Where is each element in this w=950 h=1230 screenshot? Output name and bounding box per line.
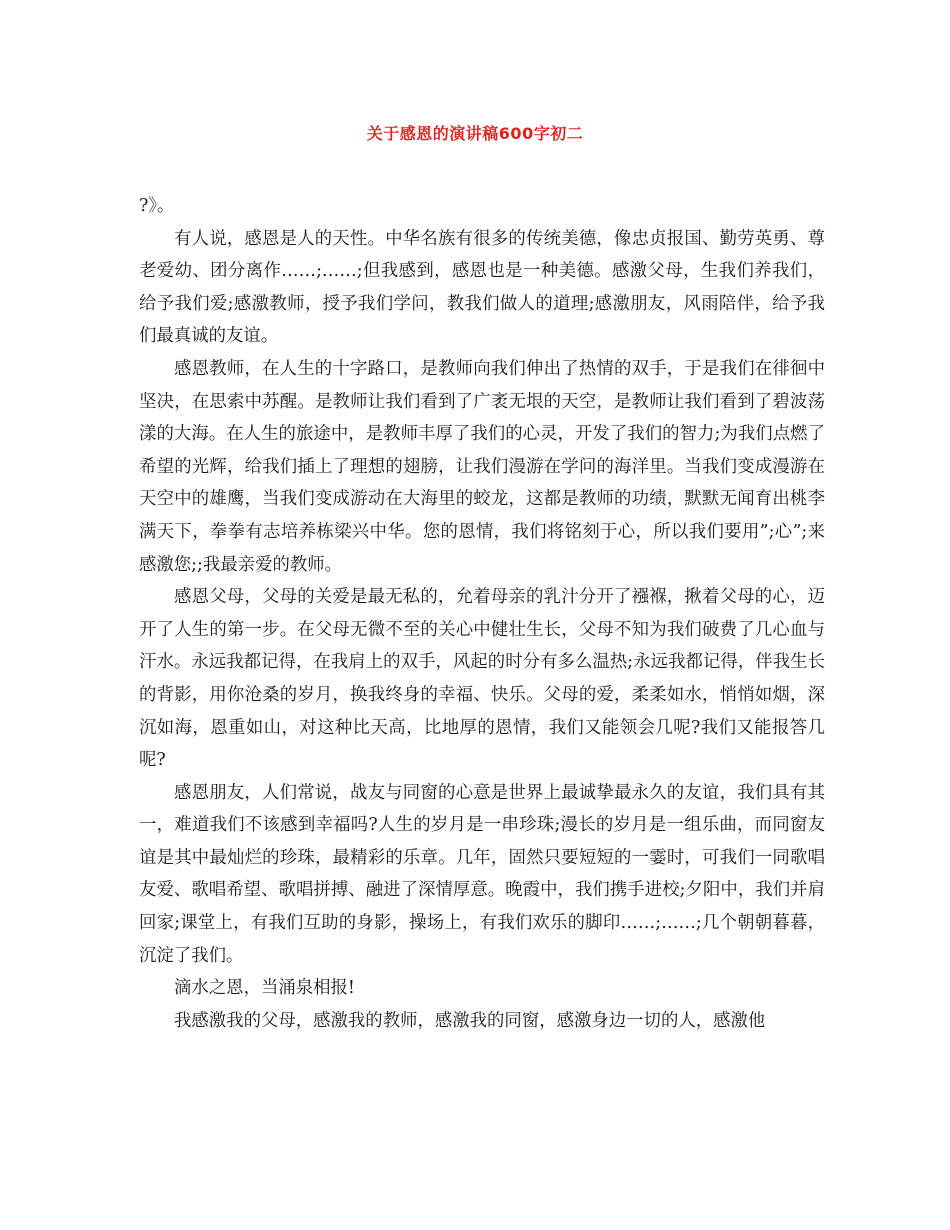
- paragraph: 感恩父母，父母的关爱是最无私的，允着母亲的乳汁分开了襁褓，揪着父母的心，迈开了人生的第一步。在父母无微不至的关心中健壮生长，父母不知为我们破费了几心血与汗水。永远我都记得，在我肩上的双手，风起的时分有多么温热;永远我都记得，伴我生长的背影，用你沧桑的岁月，换我终身的幸福、快乐。父母的爱，柔柔如水，悄悄如烟，深沉如海，恩重如山，对这种比天高，比地厚的恩情，我们又能领会几呢?我们又能报答几呢?: [139, 587, 825, 771]
- paragraph: 感恩朋友，人们常说，战友与同窗的心意是世界上最诚挚最永久的友谊，我们具有其一，难道我们不该感到幸福吗?人生的岁月是一串珍珠;漫长的岁月是一组乐曲，而同窗友谊是其中最灿烂的珍珠，最精彩的乐章。几年，固然只要短短的一霎时，可我们一同歌唱友爱、歌唱希望、歌唱拼搏、融进了深情厚意。晚霞中，我们携手进校;夕阳中，我们并肩回家;课堂上，有我们互助的身影，操场上，有我们欢乐的脚印……;……;几个朝朝暮暮，沉淀了我们。: [139, 782, 825, 966]
- paragraph: 感恩教师，在人生的十字路口，是教师向我们伸出了热情的双手，于是我们在徘徊中坚决，在思索中苏醒。是教师让我们看到了广袤无垠的天空，是教师让我们看到了碧波荡漾的大海。在人生的旅途中，是教师丰厚了我们的心灵，开发了我们的智力;为我们点燃了希望的光辉，给我们插上了理想的翅膀，让我们漫游在学问的海洋里。当我们变成漫游在天空中的雄鹰，当我们变成游动在大海里的蛟龙，这都是教师的功绩，默默无闻育出桃李满天下，拳拳有志培养栋梁兴中华。您的恩情，我们将铭刻于心，所以我们要用”;心”;来感激您;;我最亲爱的教师。: [139, 358, 825, 575]
- paragraph: ?》。: [139, 196, 175, 216]
- paragraph: 有人说，感恩是人的天性。中华名族有很多的传统美德，像忠贞报国、勤劳英勇、尊老爱幼、团分离作……;……;但我感到，感恩也是一种美德。感激父母，生我们养我们，给予我们爱;感激教师，授予我们学问，教我们做人的道理;感激朋友，风雨陪伴，给予我们最真诚的友谊。: [139, 228, 825, 347]
- document-title: 关于感恩的演讲稿600字初二: [366, 124, 584, 143]
- document-body: [139, 190, 825, 1037]
- paragraph: 滴水之恩，当涌泉相报!: [174, 978, 355, 999]
- paragraph: 我感激我的父母，感激我的教师，感激我的同窗，感激身边一切的人，感激他: [174, 1010, 766, 1031]
